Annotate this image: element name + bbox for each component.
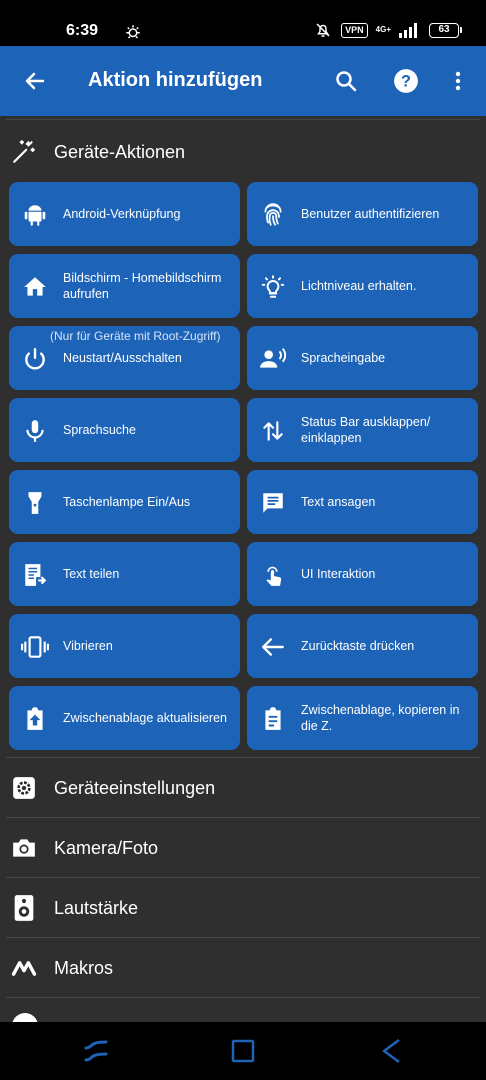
back-arrow-icon <box>259 633 287 661</box>
tile-label: Text teilen <box>63 567 120 581</box>
tile-label: Bildschirm - Homebildschirm aufrufen <box>63 271 222 301</box>
action-tile-share-text[interactable] <box>9 542 240 606</box>
action-tile-ui-interaction[interactable] <box>247 542 478 606</box>
action-tile-voice-search[interactable] <box>9 398 240 462</box>
battery-level: 63 <box>429 23 459 38</box>
category-label: Geräte-Aktionen <box>54 142 186 162</box>
category-device-actions[interactable] <box>0 122 486 182</box>
category-label: Makros <box>54 958 114 978</box>
lightbulb-icon <box>259 273 287 301</box>
tile-label: Vibrieren <box>63 639 113 653</box>
tile-label: UI Interaktion <box>301 567 376 581</box>
help-button[interactable] <box>382 57 430 105</box>
status-time: 6:39 <box>66 22 99 39</box>
android-icon <box>21 201 49 229</box>
status-bar <box>0 0 486 46</box>
category-device-settings[interactable] <box>0 758 486 818</box>
svg-text:?: ? <box>401 72 411 91</box>
action-tile-clipboard-copy[interactable] <box>247 686 478 750</box>
share-text-icon <box>21 561 49 589</box>
recents-button[interactable] <box>81 1036 111 1066</box>
action-tile-press-back[interactable] <box>247 614 478 678</box>
more-vert-icon <box>446 69 470 93</box>
mute-icon <box>313 21 333 39</box>
tile-label: Neustart/Ausschalten <box>63 351 182 365</box>
voice-input-icon <box>259 345 287 373</box>
gear-icon <box>11 775 37 801</box>
search-icon <box>334 69 358 93</box>
swap-vert-icon <box>259 417 287 445</box>
category-label: Kamera/Foto <box>54 838 159 858</box>
debug-icon <box>124 23 142 41</box>
action-tile-authenticate-user[interactable] <box>247 182 478 246</box>
tile-label: Benutzer authentifizieren <box>301 207 440 221</box>
message-icon <box>259 489 287 517</box>
action-tile-home-screen[interactable] <box>9 254 240 318</box>
action-tile-flashlight[interactable] <box>9 470 240 534</box>
root-hint: (Nur für Geräte mit Root-Zugriff) <box>50 329 221 343</box>
category-camera[interactable] <box>0 818 486 878</box>
tile-label: Zurücktaste drücken <box>301 639 415 653</box>
tile-label: Android-Verknüpfung <box>63 207 181 221</box>
action-tile-update-clipboard[interactable] <box>9 686 240 750</box>
speaker-icon <box>11 895 37 921</box>
tile-label: Zwischenablage, kopieren in die Z. <box>301 703 460 733</box>
tile-label: Text ansagen <box>301 495 376 509</box>
divider <box>6 997 480 998</box>
category-label: Lautstärke <box>54 898 139 918</box>
category-macros[interactable] <box>0 938 486 998</box>
battery-icon <box>429 23 462 38</box>
action-tile-status-bar[interactable] <box>247 398 478 462</box>
power-icon <box>21 345 49 373</box>
tile-label: Zwischenablage aktualisieren <box>63 711 227 725</box>
camera-icon <box>11 835 37 861</box>
home-icon <box>21 273 49 301</box>
page-title: Aktion hinzufügen <box>88 69 263 91</box>
search-button[interactable] <box>322 57 370 105</box>
magic-wand-icon <box>11 139 37 165</box>
category-label: Geräteeinstellungen <box>54 778 216 798</box>
status-indicators <box>313 21 462 39</box>
clipboard-upload-icon <box>21 705 49 733</box>
action-tile-reboot-shutdown[interactable] <box>9 326 240 390</box>
signal-icon <box>399 22 421 38</box>
flashlight-icon <box>21 489 49 517</box>
action-tile-speak-text[interactable] <box>247 470 478 534</box>
action-tile-android-shortcut[interactable] <box>9 182 240 246</box>
mic-icon <box>21 417 49 445</box>
touch-icon <box>259 561 287 589</box>
vibration-icon <box>21 633 49 661</box>
tile-label: Lichtniveau erhalten. <box>301 279 417 293</box>
category-volume[interactable] <box>0 878 486 938</box>
nav-back-button[interactable] <box>376 1036 406 1066</box>
back-triangle-icon <box>378 1038 404 1064</box>
system-nav-bar <box>0 1022 486 1080</box>
tile-label: Sprachsuche <box>63 423 136 437</box>
home-square-icon <box>230 1038 256 1064</box>
more-options-button[interactable] <box>434 57 482 105</box>
tile-label: Status Bar ausklappen/ einklappen <box>301 415 431 445</box>
back-button[interactable] <box>11 57 59 105</box>
help-icon <box>393 68 419 94</box>
macrodroid-icon <box>11 955 37 981</box>
tile-label: Taschenlampe Ein/Aus <box>63 495 191 509</box>
divider <box>6 119 480 120</box>
home-button[interactable] <box>228 1036 258 1066</box>
action-tile-vibrate[interactable] <box>9 614 240 678</box>
action-tile-light-level[interactable] <box>247 254 478 318</box>
app-bar <box>0 46 486 116</box>
fingerprint-icon <box>259 201 287 229</box>
tile-label: Spracheingabe <box>301 351 386 365</box>
network-type: 4G+ <box>375 25 391 34</box>
action-tile-voice-input[interactable] <box>247 326 478 390</box>
vpn-badge: VPN <box>341 23 368 38</box>
clipboard-icon <box>259 705 287 733</box>
arrow-back-icon <box>23 69 47 93</box>
recents-icon <box>82 1038 110 1064</box>
